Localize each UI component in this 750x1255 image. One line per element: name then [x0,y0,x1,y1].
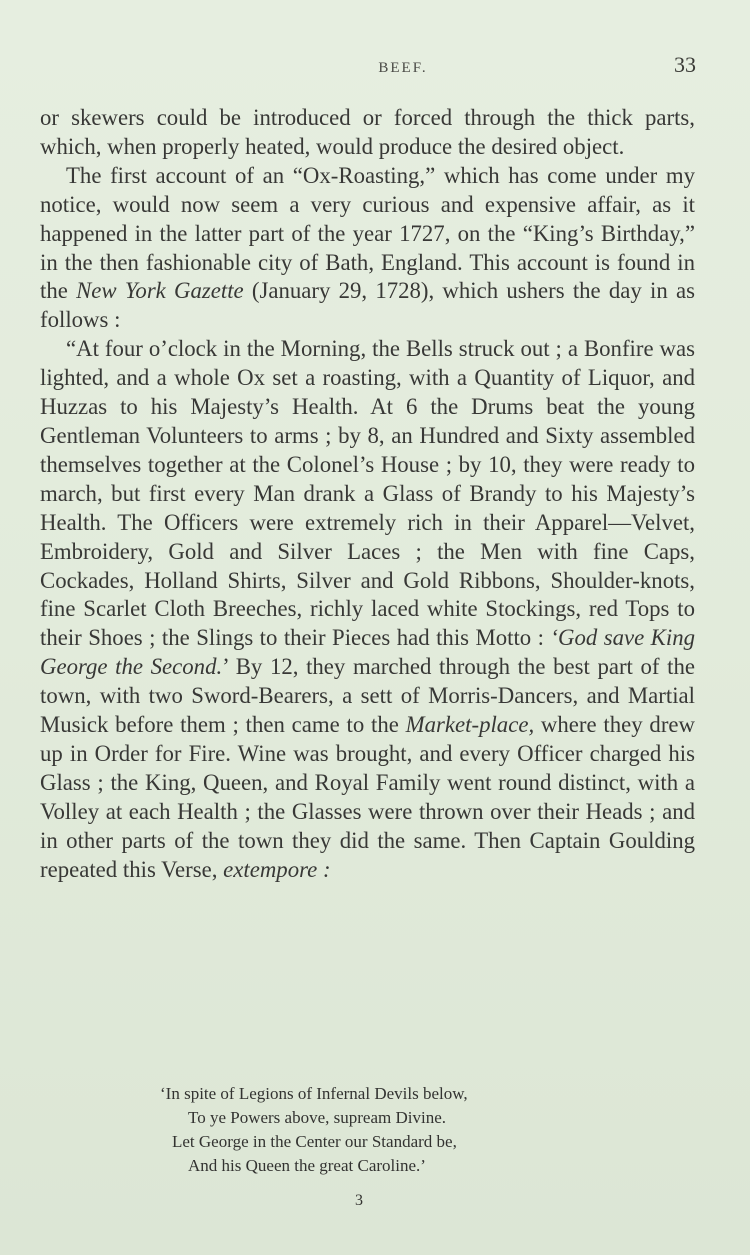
market-place-text: Market-place, [405,712,535,738]
paragraph-2-text-b: (January 29, 1728), which ushers the day in as follows : [40,278,695,333]
newspaper-title: New York Gazette [76,278,244,304]
page-number: 33 [674,52,696,77]
verse-block [0,1082,750,1178]
verse-line: To ye Powers above, supream Divine. [188,1108,446,1127]
signature-mark [0,1192,750,1210]
motto-text: ‘God save King George the Second. [40,625,696,680]
body-text [40,104,695,884]
paragraph-2 [40,162,695,335]
paragraph-3-text-a: “At four o’clock in the Morning, the Bells struck out ; a Bonfire was lighted, and a whole Ox set a roasting, with a Quantity of Liquor, and Huzzas to his Majesty’s Health. At 6 the Drums beat the young Gentleman Volunteers to arms ; by 8, an Hundred and Sixty assembled themselves together at the Colonel’s House ; by 10, they were ready to march, but first every Man drank a Glass of Brandy to his Majesty’s Health. The Officers were extremely rich in their Apparel—Velvet, Embroidery, Gold and Silver Laces ; the Men with fine Caps, Cockades, Holland Shirts, Silver and Gold Ribbons, Shoulder-knots, fine Scarlet Cloth Breeches, richly laced white Stockings, red Tops to their Shoes ; the Slings to their Pieces had this Motto : [40,336,695,651]
running-head [0,60,750,77]
verse-line: Let George in the Center our Standard be, [172,1132,457,1151]
paragraph-3-text-b: ’ By 12, they marched through the best part of the town, with two Sword-Bearers, a sett of Morris-Dancers, and Martial Musick before them ; then came to the [40,654,695,738]
paragraph-3-text-c: where they drew up in Order for Fire. Wine was brought, and every Officer charged his Glass ; the King, Queen, and Royal Family went round distinct, with a Volley at each Health ; the Glasses were thrown over their Heads ; and in other parts of the town they did the same. Then Captain Goulding repeated this Verse, [40,712,695,882]
paragraph-1: or skewers could be introduced or forced through the thick parts, which, when properly heated, would produce the desired object. [40,105,695,159]
verse-line: ‘In spite of Legions of Infernal Devils below, [160,1084,468,1103]
extempore-text: extempore : [223,856,331,882]
paragraph-3-quote [40,335,695,884]
signature-mark-text: 3 [355,1192,363,1209]
verse-line: And his Queen the great Caroline.’ [188,1156,426,1175]
paragraph-2-text-a: The first account of an “Ox-Roasting,” which has come under my notice, would now seem a very curious and expensive affair, as it happened in the latter part of the year 1727, on the “King’s Birthday,” in the then fashionable city of Bath, England. This account is found in the [40,162,695,304]
running-head-text: BEEF. [378,60,428,76]
